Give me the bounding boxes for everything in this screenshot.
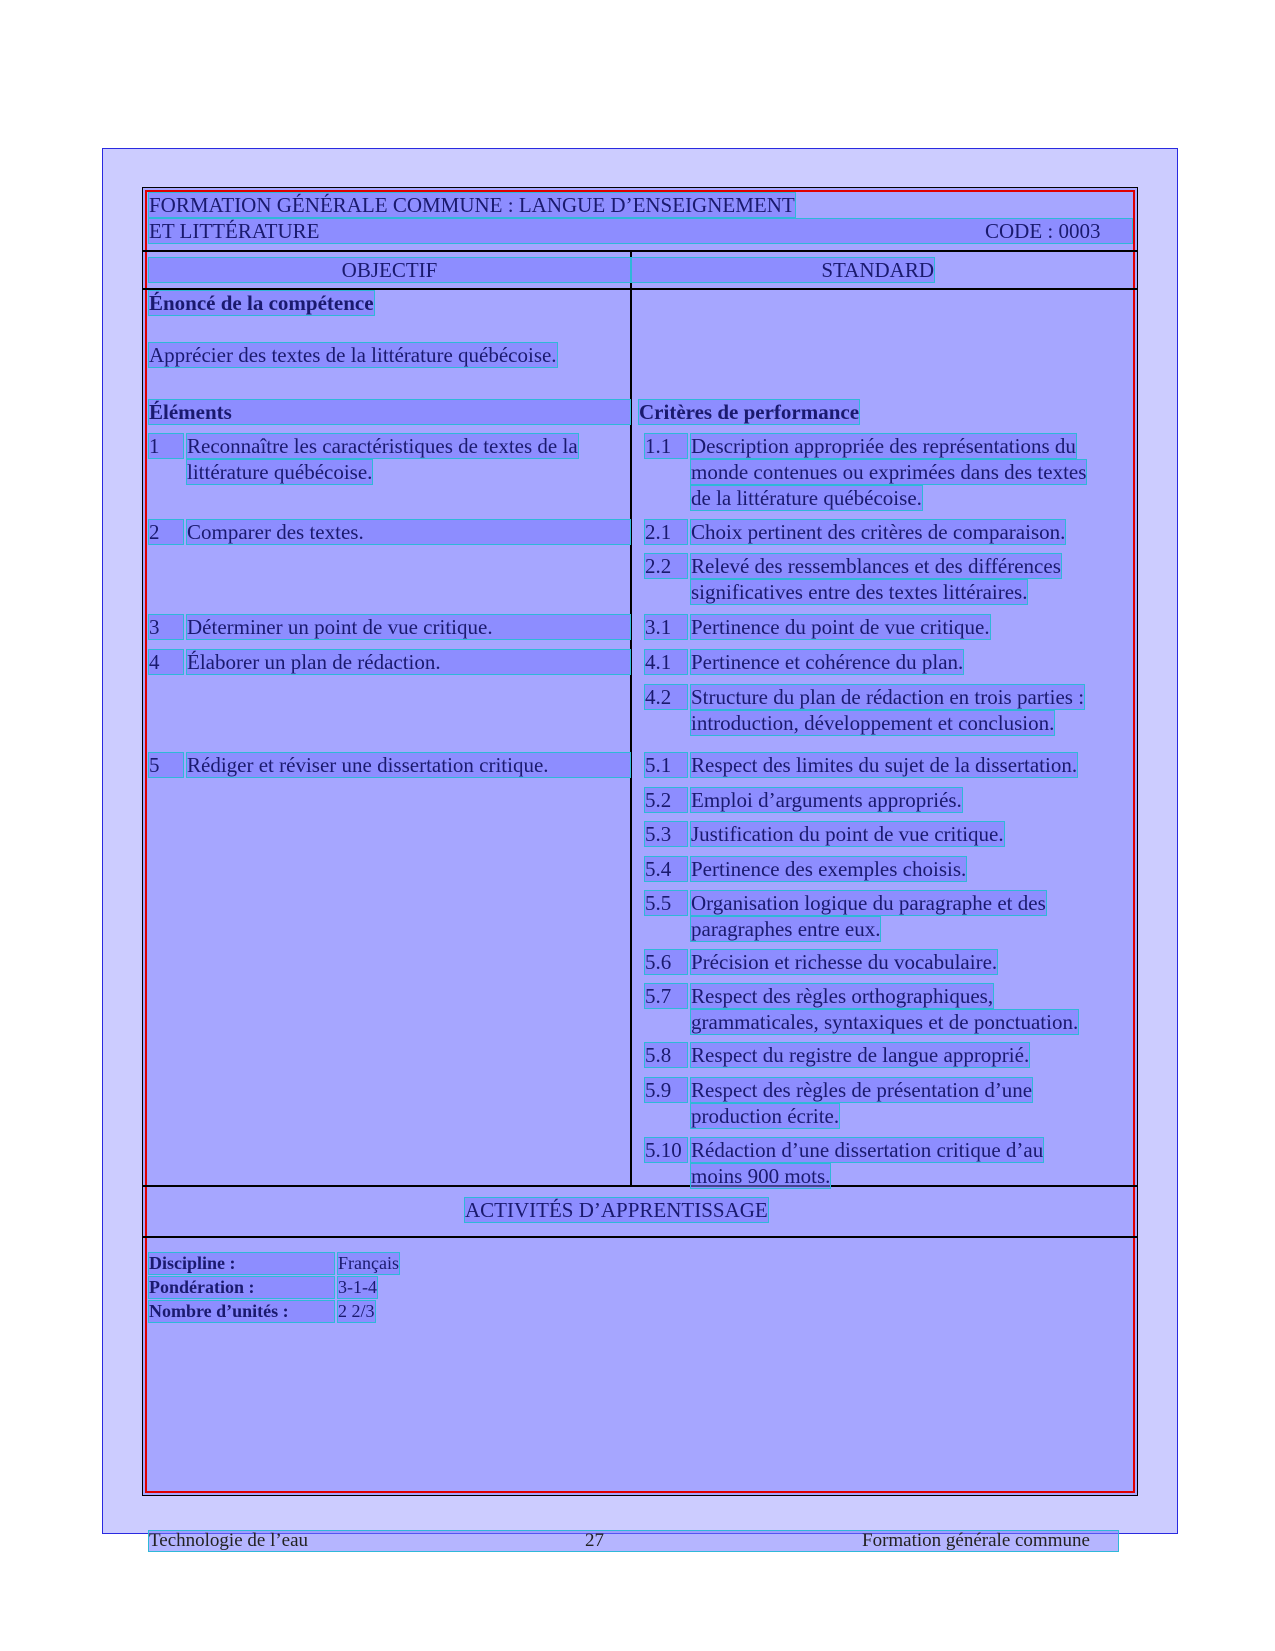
critere-text: Respect du registre de langue approprié. [691, 1043, 1030, 1067]
critere-number: 5.2 [645, 788, 687, 812]
critere-text: Organisation logique du paragraphe et des [691, 891, 1046, 915]
form-title-line2: ET LITTÉRATURE [149, 219, 1132, 243]
critere-text: Pertinence des exemples choisis. [691, 857, 967, 881]
critere-text: introduction, développement et conclusion. [691, 711, 1055, 735]
critere-number: 4.1 [645, 650, 687, 674]
critere-text: Précision et richesse du vocabulaire. [691, 950, 998, 974]
footer-right: Formation générale commune [862, 1530, 1090, 1551]
critere-number: 5.4 [645, 857, 687, 881]
ponderation-value: 3-1-4 [338, 1277, 377, 1297]
competence-heading: Énoncé de la compétence [149, 291, 374, 315]
element-number: 3 [149, 615, 183, 639]
critere-number: 4.2 [645, 685, 687, 709]
critere-number: 2.2 [645, 554, 687, 578]
critere-number: 5.7 [645, 984, 687, 1008]
header-divider [142, 250, 1138, 252]
course-code: CODE : 0003 [985, 219, 1101, 243]
form-title-line1: FORMATION GÉNÉRALE COMMUNE : LANGUE D’ENSEIGNEMENT [149, 193, 795, 217]
critere-number: 5.9 [645, 1078, 687, 1102]
element-number: 2 [149, 520, 183, 544]
critere-text: Respect des règles de présentation d’une [691, 1078, 1033, 1102]
critere-text: significatives entre des textes littéraires. [691, 580, 1028, 604]
element-number: 4 [149, 650, 183, 674]
critere-number: 3.1 [645, 615, 687, 639]
critere-number: 5.5 [645, 891, 687, 915]
competence-text: Apprécier des textes de la littérature québécoise. [149, 343, 557, 367]
page-number: 27 [585, 1530, 604, 1551]
critere-number: 5.8 [645, 1043, 687, 1067]
element-number: 1 [149, 434, 183, 458]
unites-label: Nombre d’unités : [149, 1301, 334, 1322]
critere-text: Emploi d’arguments appropriés. [691, 788, 962, 812]
critere-text: production écrite. [691, 1104, 840, 1128]
column-divider [630, 250, 632, 1185]
unites-value: 2 2/3 [338, 1301, 375, 1321]
element-text: Reconnaître les caractéristiques de textes de la [187, 434, 578, 458]
critere-number: 5.1 [645, 753, 687, 777]
critere-text: Structure du plan de rédaction en trois parties : [691, 685, 1085, 709]
critere-text: Respect des règles orthographiques, [691, 984, 994, 1008]
elements-heading: Éléments [149, 400, 630, 424]
discipline-label: Discipline : [149, 1253, 334, 1274]
critere-text: grammaticales, syntaxiques et de ponctuation. [691, 1010, 1079, 1034]
element-text: Rédiger et réviser une dissertation critique. [187, 753, 630, 777]
critere-text: moins 900 mots. [691, 1164, 831, 1188]
element-text: littérature québécoise. [187, 460, 373, 484]
activites-bottom-divider [142, 1236, 1138, 1238]
critere-text: Justification du point de vue critique. [691, 822, 1004, 846]
critere-text: Respect des limites du sujet de la dissertation. [691, 753, 1078, 777]
critere-text: Relevé des ressemblances et des différences [691, 554, 1061, 578]
discipline-value: Français [338, 1253, 399, 1273]
critere-text: de la littérature québécoise. [691, 486, 922, 510]
element-number: 5 [149, 753, 183, 777]
critere-text: paragraphes entre eux. [691, 917, 881, 941]
critere-number: 5.6 [645, 950, 687, 974]
column-header-objectif: OBJECTIF [149, 258, 630, 282]
element-text: Comparer des textes. [187, 520, 630, 544]
ponderation-label: Pondération : [149, 1277, 334, 1298]
activites-heading: ACTIVITÉS D’APPRENTISSAGE [465, 1198, 768, 1222]
critere-text: Rédaction d’une dissertation critique d’au [691, 1138, 1044, 1162]
column-header-divider [142, 288, 1138, 290]
critere-text: Pertinence du point de vue critique. [691, 615, 990, 639]
critere-text: Description appropriée des représentations du [691, 434, 1076, 458]
element-text: Déterminer un point de vue critique. [187, 615, 630, 639]
element-text: Élaborer un plan de rédaction. [187, 650, 630, 674]
critere-number: 1.1 [645, 434, 687, 458]
critere-text: Choix pertinent des critères de comparaison. [691, 520, 1066, 544]
footer-left: Technologie de l’eau [149, 1530, 309, 1551]
critere-text: monde contenues ou exprimées dans des textes [691, 460, 1087, 484]
column-header-standard: STANDARD [632, 258, 934, 282]
critere-number: 5.10 [645, 1138, 687, 1162]
activites-top-divider [142, 1185, 1138, 1187]
critere-number: 5.3 [645, 822, 687, 846]
criteres-heading: Critères de performance [639, 400, 860, 424]
critere-number: 2.1 [645, 520, 687, 544]
critere-text: Pertinence et cohérence du plan. [691, 650, 964, 674]
